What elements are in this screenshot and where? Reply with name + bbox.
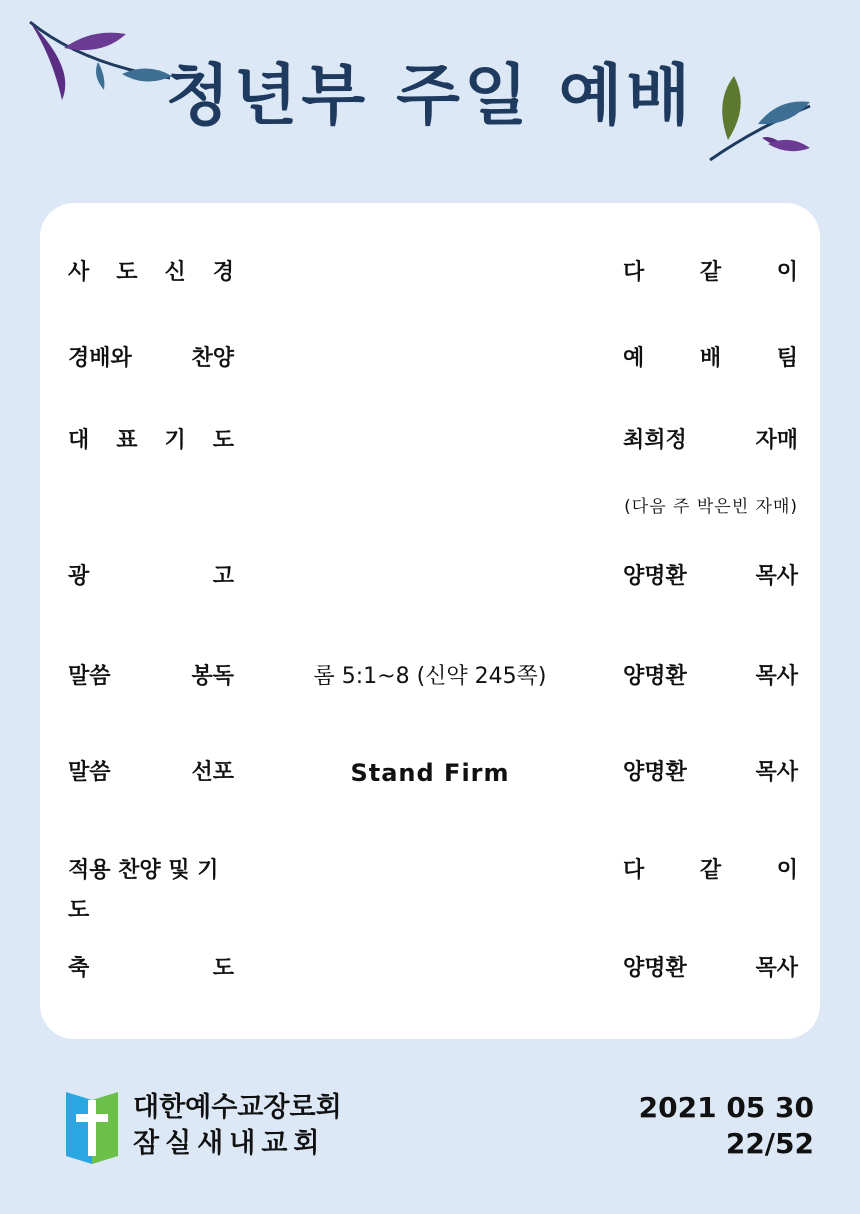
worship-item-label: 광 고 — [68, 564, 234, 589]
worship-item-label: 말씀 봉독 — [68, 664, 234, 689]
worship-item-row — [40, 657, 820, 697]
church-info — [133, 1090, 342, 1162]
scripture-reference: 롬 5:1~8 (신약 245쪽) — [313, 664, 547, 689]
worship-item-leader: 다 같 이 — [623, 858, 798, 883]
church-cross-logo-icon — [66, 1088, 118, 1164]
worship-item-label: 사 도 신 경 — [68, 260, 234, 285]
date-block — [639, 1090, 814, 1162]
worship-item-label: 축 도 — [68, 956, 234, 981]
worship-item-leader: 양명환 목사 — [623, 664, 798, 689]
worship-item-row — [40, 557, 820, 597]
worship-item-row — [40, 753, 820, 793]
worship-item-leader: 최희정 자매 — [623, 428, 798, 453]
worship-item-row — [40, 949, 820, 989]
next-week-note: (다음 주 박은빈 자매) — [624, 497, 798, 517]
worship-item-row — [40, 851, 820, 923]
sermon-title: Stand Firm — [350, 759, 510, 787]
order-of-worship-card — [40, 203, 820, 1039]
church-name: 잠실새내교회 — [133, 1128, 326, 1159]
worship-item-label: 대 표 기 도 — [68, 428, 234, 453]
service-date: 2021 05 30 — [638, 1091, 814, 1124]
worship-item-leader: 다 같 이 — [623, 260, 798, 285]
denomination: 대한예수교장로회 — [133, 1092, 342, 1123]
worship-item-leader: 양명환 목사 — [623, 956, 798, 981]
page-title: 청년부 주일 예배 — [165, 57, 695, 134]
worship-item-leader: 양명환 목사 — [623, 564, 798, 589]
worship-item-label: 적용 찬양 및 기도 — [68, 858, 219, 923]
worship-item-row — [40, 421, 820, 461]
worship-item-row — [40, 339, 820, 379]
week-number: 22/52 — [725, 1127, 814, 1160]
worship-item-leader: 예 배 팀 — [623, 346, 798, 371]
worship-item-label: 말씀 선포 — [68, 760, 234, 785]
worship-item-row — [40, 253, 820, 293]
worship-item-label: 경배와 찬양 — [68, 346, 234, 371]
worship-item-leader: 양명환 목사 — [623, 760, 798, 785]
